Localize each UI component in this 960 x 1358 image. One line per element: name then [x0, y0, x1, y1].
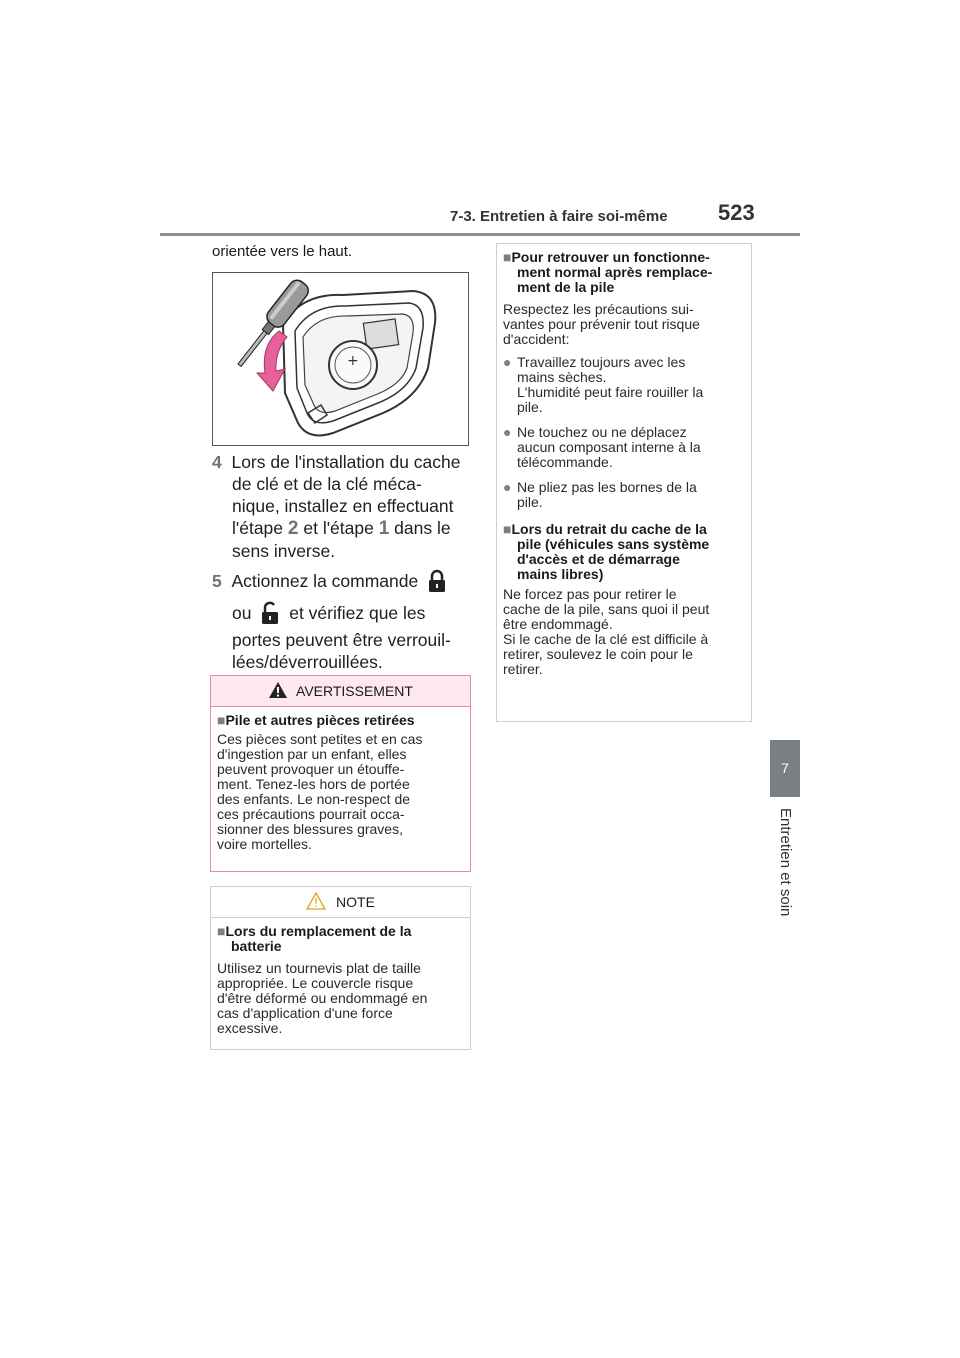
section-title: 7-3. Entretien à faire soi-même: [450, 208, 668, 225]
list-item: ● Ne pliez pas les bornes de la pile.: [503, 479, 697, 510]
lock-icon: [427, 569, 447, 598]
step5-line3: portes peuvent être verrouil-: [232, 630, 451, 650]
list-item: ● Ne touchez ou ne déplacez aucun composant interne à la télécommande.: [503, 424, 701, 470]
page-number: 523: [718, 200, 755, 225]
step4-line4b: et l'étape: [303, 518, 374, 538]
bullet-dot-icon: ●: [503, 424, 512, 440]
step-ref-1: 1: [378, 518, 390, 539]
step5-line4: lées/déverrouillées.: [232, 652, 383, 672]
note-body: Utilisez un tournevis plat de taille appropriée. Le couvercle risque d'être déformé ou endommagé en cas d'application d'une force excessive.: [217, 960, 428, 1036]
list-item: ● Travaillez toujours avec les mains sèches. L'humidité peut faire rouiller la pile.: [503, 354, 704, 415]
warning-box: [210, 675, 471, 872]
info-subheading-2: ■Lors du retrait du cache de la pile (véhicules sans système d'accès et de démarrage mains libres): [503, 521, 710, 582]
note-header: [211, 887, 470, 918]
warning-body: Ces pièces sont petites et en cas d'ingestion par un enfant, elles peuvent provoquer un étouffe- ment. Tenez-les hors de portée des enfants. Le non-respect de ces précautions pourrait occa- sionner des blessures graves, voire mortelles.: [217, 731, 423, 852]
step5-line2b: et vérifiez que les: [289, 603, 426, 623]
bullet-dot-icon: ●: [503, 479, 512, 495]
note-title: NOTE: [336, 894, 375, 910]
info-intro: Respectez les précautions sui- vantes pour prévenir tout risque d'accident:: [503, 301, 700, 347]
note-subheading: ■Lors du remplacement de la batterie: [217, 923, 412, 954]
step-5: [212, 569, 472, 673]
bullet-dot-icon: ●: [503, 354, 512, 370]
step5-line2a: ou: [232, 603, 252, 623]
warning-title: AVERTISSEMENT: [296, 683, 413, 699]
warning-triangle-icon: [268, 679, 288, 709]
header-rule: [160, 233, 800, 236]
warning-header: [211, 676, 470, 707]
step-ref-2: 2: [287, 518, 299, 539]
svg-text:+: +: [347, 353, 359, 369]
step4-line2: de clé et de la clé méca-: [232, 474, 422, 494]
step4-line1: Lors de l'installation du cache: [231, 452, 461, 472]
key-screwdriver-drawing: [213, 273, 468, 445]
step4-line3: nique, installez en effectuant: [232, 496, 454, 516]
step4-line4c: dans le: [394, 518, 451, 538]
chapter-label: Entretien et soin: [777, 808, 794, 917]
caution-triangle-icon: [306, 890, 326, 920]
info-subheading-1: ■Pour retrouver un fonctionne- ment normal après remplace- ment de la pile: [503, 249, 713, 295]
step4-line5: sens inverse.: [232, 541, 336, 561]
note-box: [210, 886, 471, 1050]
step-number: 4: [212, 452, 222, 472]
step4-line4a: l'étape: [232, 518, 284, 538]
step5-line1: Actionnez la commande: [231, 571, 419, 591]
battery-replacement-illustration: [212, 272, 469, 446]
intro-text: orientée vers le haut.: [212, 243, 353, 260]
chapter-tab: 7: [770, 740, 800, 797]
info-box: [496, 243, 752, 722]
step-number: 5: [212, 571, 222, 591]
warning-subheading: ■Pile et autres pièces retirées: [217, 712, 415, 728]
info-body-2: Ne forcez pas pour retirer le cache de la pile, sans quoi il peut être endommagé. Si le cache de la clé est difficile à retirer, soulevez le coin pour le retirer.: [503, 586, 710, 677]
step-4: [212, 451, 472, 562]
